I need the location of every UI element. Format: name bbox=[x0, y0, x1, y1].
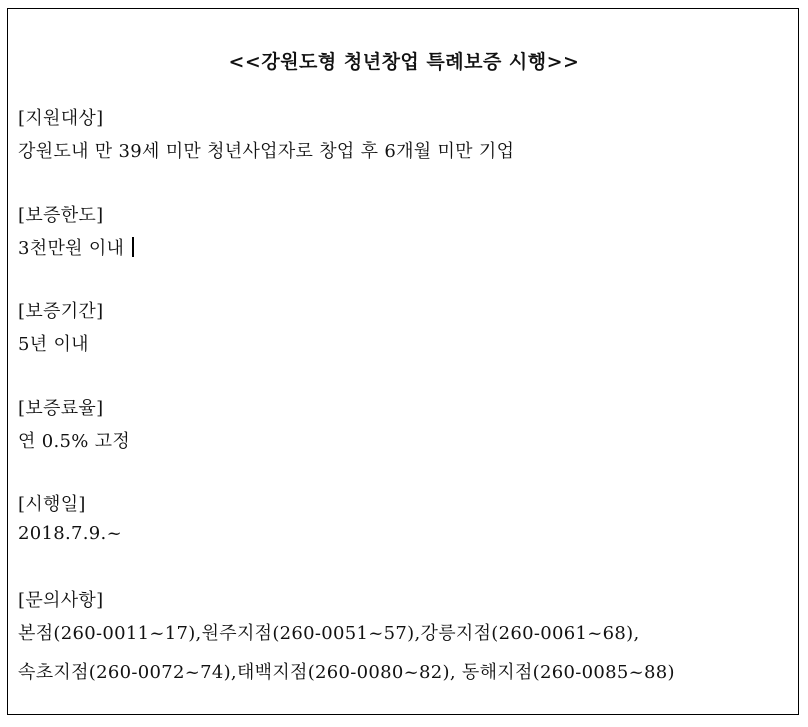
section-body-target: 강원도내 만 39세 미만 청년사업자로 창업 후 6개월 미만 기업 bbox=[18, 141, 515, 162]
document-frame bbox=[7, 8, 799, 715]
section-heading-target: [지원대상] bbox=[18, 108, 104, 129]
section-body-limit-wrapper[interactable] bbox=[18, 234, 134, 260]
section-heading-contact: [문의사항] bbox=[18, 590, 104, 611]
document-title: <<강원도형 청년창업 특례보증 시행>> bbox=[228, 51, 580, 73]
section-heading-period: [보증기간] bbox=[18, 301, 104, 322]
section-body-start-date: 2018.7.9.~ bbox=[18, 523, 122, 544]
section-body-period: 5년 이내 bbox=[18, 334, 89, 355]
section-heading-start-date: [시행일] bbox=[18, 494, 86, 515]
section-heading-limit: [보증한도] bbox=[18, 205, 104, 226]
section-body-fee: 연 0.5% 고정 bbox=[18, 431, 131, 452]
text-cursor bbox=[132, 237, 134, 257]
section-heading-fee: [보증료율] bbox=[18, 398, 104, 419]
section-body-contact-line-1: 본점(260-0011~17),원주지점(260-0051~57),강릉지점(260-0061~68), bbox=[18, 623, 640, 644]
section-body-contact-line-2: 속초지점(260-0072~74),태백지점(260-0080~82), 동해지점(260-0085~88) bbox=[18, 662, 675, 683]
section-body-limit: 3천만원 이내 bbox=[18, 238, 125, 259]
